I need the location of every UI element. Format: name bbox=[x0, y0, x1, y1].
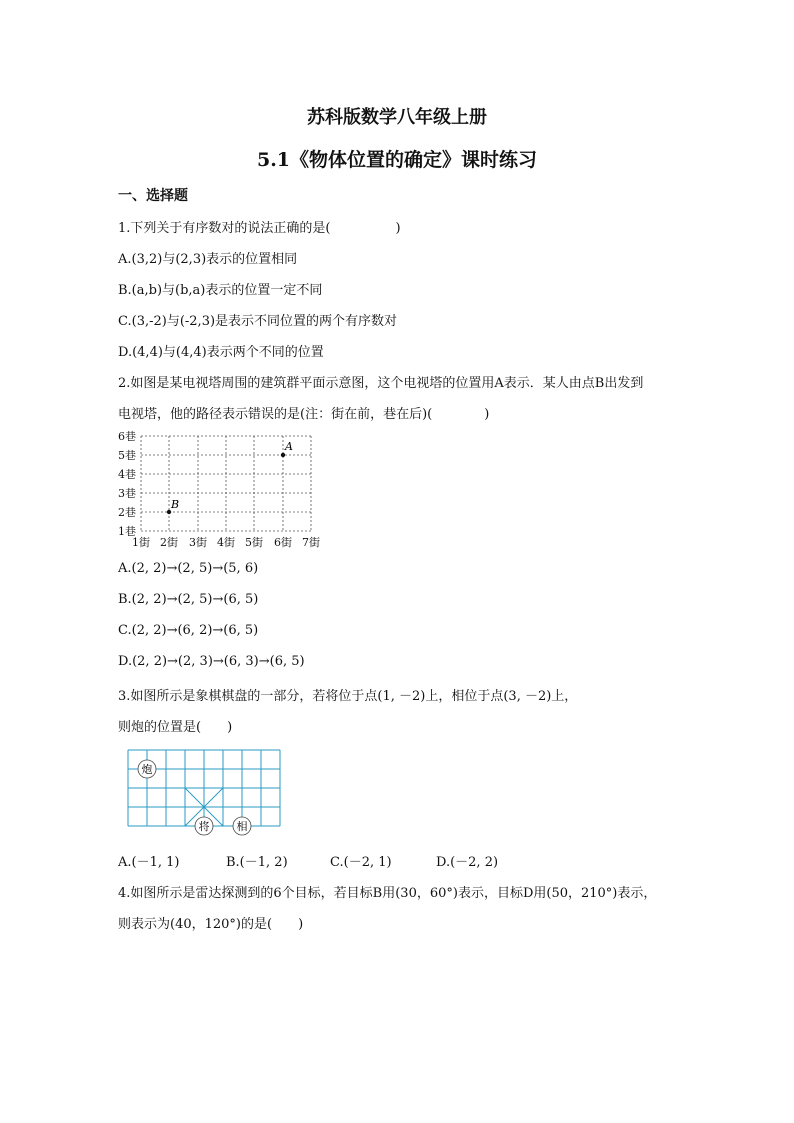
piece-xiang-label: 相 bbox=[236, 820, 248, 833]
question-3-stem-line2: 则炮的位置是( ) bbox=[118, 720, 233, 735]
q2-option-a: A.(2, 2)→(2, 5)→(5, 6) bbox=[118, 561, 259, 576]
q3-option-b: B.(－1, 2) bbox=[226, 855, 288, 870]
col-label-1: 1街 bbox=[132, 536, 150, 548]
row-label-6: 6巷 bbox=[118, 430, 136, 443]
piece-xiang bbox=[233, 817, 251, 835]
q1-option-d: D.(4,4)与(4,4)表示两个不同的位置 bbox=[118, 345, 324, 360]
piece-pao bbox=[138, 760, 156, 778]
q1-option-a: A.(3,2)与(2,3)表示的位置相同 bbox=[118, 252, 298, 267]
point-b-label: B bbox=[171, 498, 180, 511]
col-label-7: 7街 bbox=[302, 536, 320, 548]
chessboard-figure bbox=[124, 746, 286, 838]
q2-option-c: C.(2, 2)→(6, 2)→(6, 5) bbox=[118, 623, 259, 638]
q3-option-c: C.(－2, 1) bbox=[330, 855, 392, 870]
col-label-3: 3街 bbox=[189, 536, 207, 548]
q3-option-a: A.(－1, 1) bbox=[118, 855, 180, 870]
col-label-5: 5街 bbox=[245, 536, 263, 548]
row-label-1: 1巷 bbox=[118, 525, 136, 538]
question-4-stem-line1: 4.如图所示是雷达探测到的6个目标，若目标B用(30，60°)表示，目标D用(50，210°)表示， bbox=[118, 886, 657, 901]
page-subtitle: 5.1《物体位置的确定》课时练习 bbox=[256, 149, 538, 171]
q2-option-d: D.(2, 2)→(2, 3)→(6, 3)→(6, 5) bbox=[118, 654, 305, 669]
row-label-4: 4巷 bbox=[118, 468, 136, 481]
piece-jiang bbox=[195, 817, 213, 835]
page-title: 苏科版数学八年级上册 bbox=[307, 107, 487, 128]
question-1-stem: 1.下列关于有序数对的说法正确的是( ) bbox=[118, 221, 401, 236]
piece-pao-label: 炮 bbox=[141, 763, 153, 776]
q3-options bbox=[118, 851, 498, 870]
col-label-6: 6街 bbox=[274, 536, 292, 548]
q3-option-d: D.(－2, 2) bbox=[436, 855, 499, 870]
point-a-dot bbox=[281, 453, 285, 457]
piece-jiang-label: 将 bbox=[198, 820, 210, 833]
row-label-2: 2巷 bbox=[118, 506, 136, 519]
point-a-label: A bbox=[285, 440, 293, 453]
question-4-stem-line2: 则表示为(40，120°)的是( ) bbox=[118, 917, 304, 932]
col-label-4: 4街 bbox=[217, 536, 235, 548]
row-label-5: 5巷 bbox=[118, 449, 136, 462]
col-label-2: 2街 bbox=[160, 536, 178, 548]
q1-option-c: C.(3,-2)与(-2,3)是表示不同位置的两个有序数对 bbox=[118, 314, 398, 329]
street-grid-figure bbox=[118, 428, 338, 548]
q2-option-b: B.(2, 2)→(2, 5)→(6, 5) bbox=[118, 592, 259, 607]
row-label-3: 3巷 bbox=[118, 487, 136, 500]
question-3-stem-line1: 3.如图所示是象棋棋盘的一部分，若将位于点(1, －2)上，相位于点(3, －2)上， bbox=[118, 689, 578, 704]
question-2-stem-line1: 2.如图是某电视塔周围的建筑群平面示意图，这个电视塔的位置用A表示．某人由点B出发到 bbox=[118, 376, 644, 391]
question-2-stem-line2: 电视塔，他的路径表示错误的是(注：街在前，巷在后)( ) bbox=[118, 407, 490, 422]
section-heading: 一、选择题 bbox=[118, 188, 188, 204]
q1-option-b: B.(a,b)与(b,a)表示的位置一定不同 bbox=[118, 283, 323, 298]
